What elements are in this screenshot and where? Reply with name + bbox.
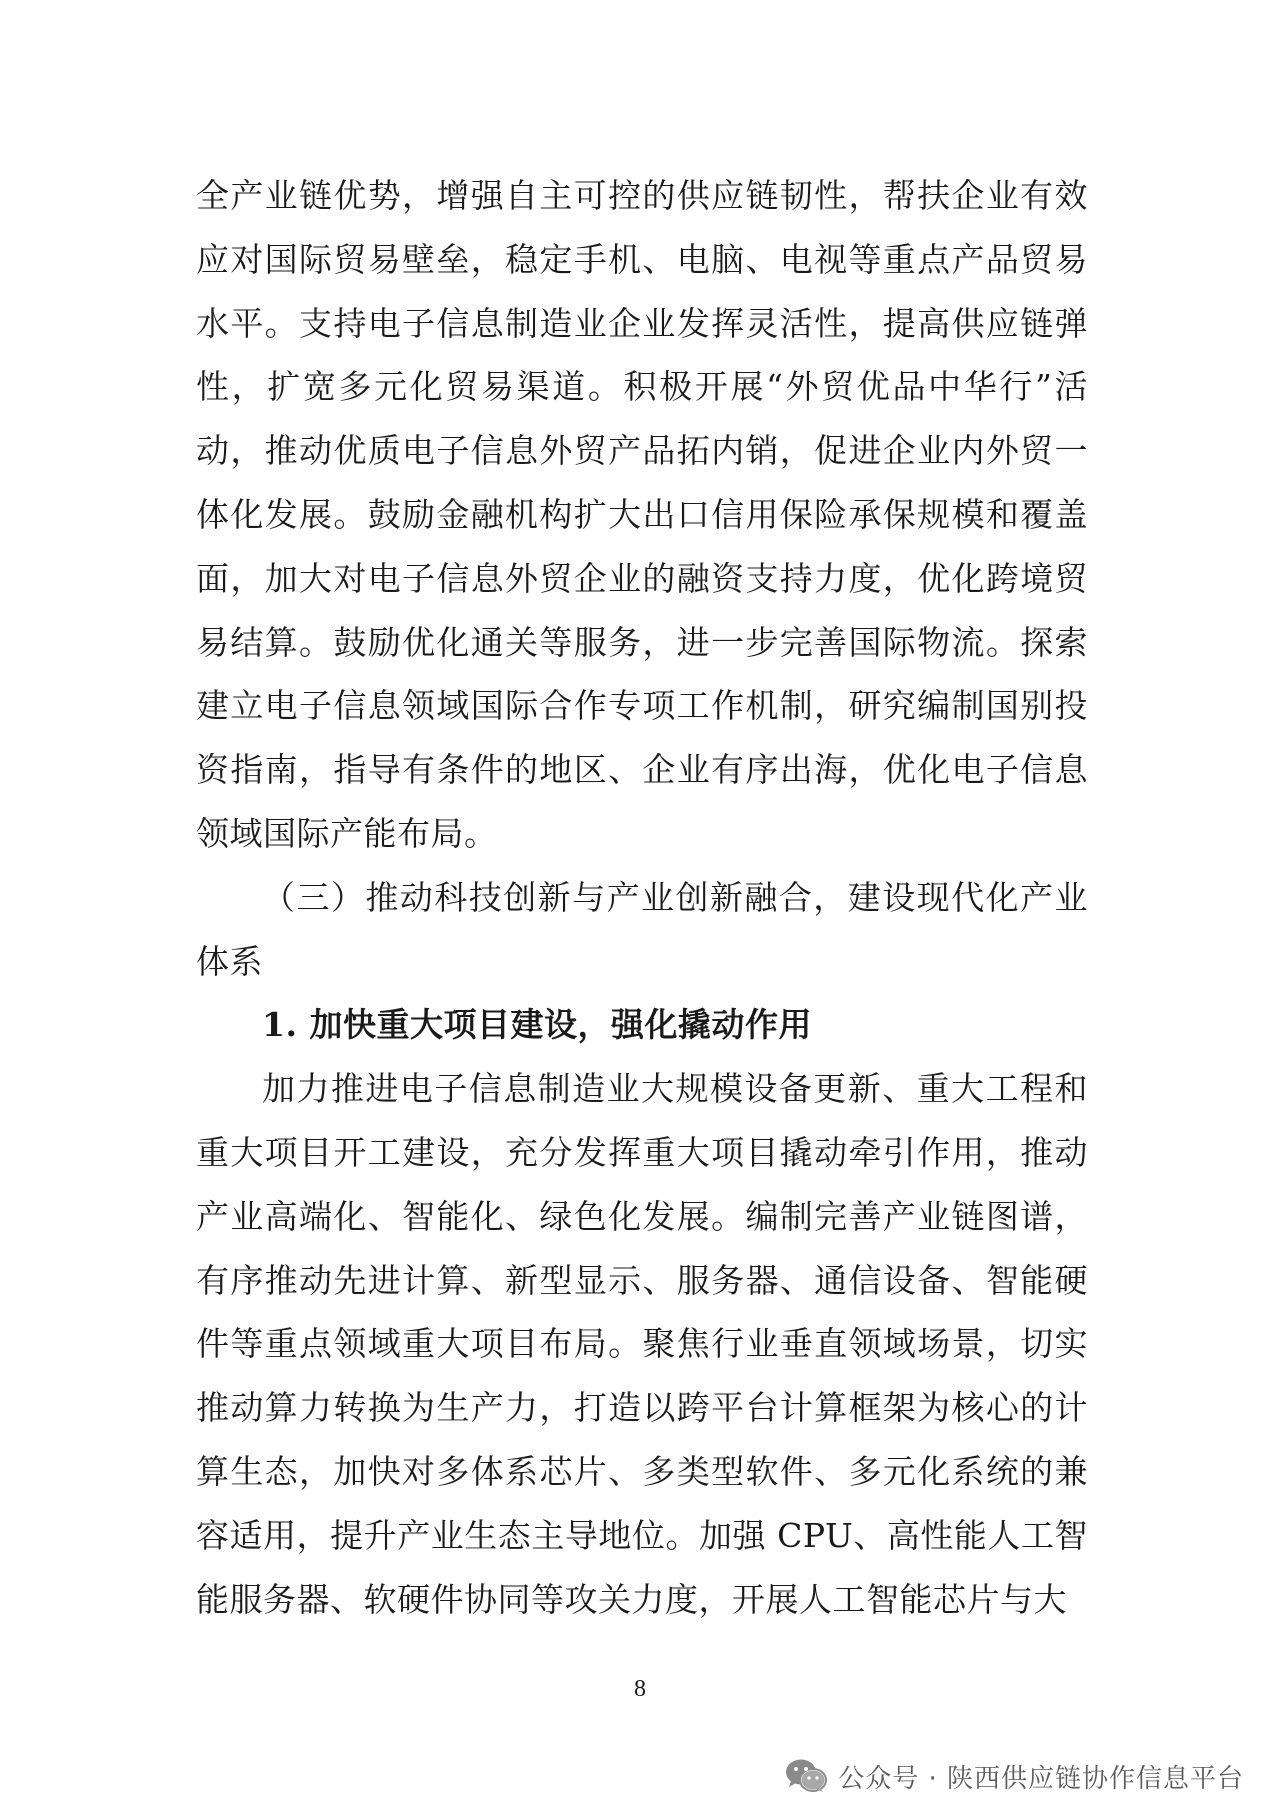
watermark-text: 公众号 · 陕西供应链协作信息平台	[838, 1763, 1244, 1794]
subsection-heading: 1. 加快重大项目建设，强化撬动作用	[262, 1005, 812, 1045]
section-heading: （三）推动科技创新与产业创新融合，建设现代化产业体系	[196, 877, 1088, 981]
page-number: 8	[634, 1676, 646, 1702]
document-body	[196, 164, 1088, 1631]
watermark	[784, 1756, 1244, 1796]
paragraph-body: 加力推进电子信息制造业大规模设备更新、重大工程和重大项目开工建设，充分发挥重大项目撬动牵引作用，推动产业高端化、智能化、绿色化发展。编制完善产业链图谱，有序推动先进计算、新型显示、服务器、通信设备、智能硬件等重点领域重大项目布局。聚焦行业垂直领域场景，切实推动算力转换为生产力，打造以跨平台计算框架为核心的计算生态，加快对多体系芯片、多类型软件、多元化系统的兼容适用，提升产业生态主导地位。加强 CPU、高性能人工智能服务器、软硬件协同等攻关力度，开展人工智能芯片与大	[196, 1069, 1088, 1619]
paragraph-continuation: 全产业链优势，增强自主可控的供应链韧性，帮扶企业有效应对国际贸易壁垒，稳定手机、电脑、电视等重点产品贸易水平。支持电子信息制造业企业发挥灵活性，提高供应链弹性，扩宽多元化贸易渠道。积极开展“外贸优品中华行”活动，推动优质电子信息外贸产品拓内销，促进企业内外贸一体化发展。鼓励金融机构扩大出口信用保险承保规模和覆盖面，加大对电子信息外贸企业的融资支持力度，优化跨境贸易结算。鼓励优化通关等服务，进一步完善国际物流。探索建立电子信息领域国际合作专项工作机制，研究编制国别投资指南，指导有条件的地区、企业有序出海，优化电子信息领域国际产能布局。	[196, 176, 1088, 853]
wechat-icon	[784, 1757, 828, 1795]
